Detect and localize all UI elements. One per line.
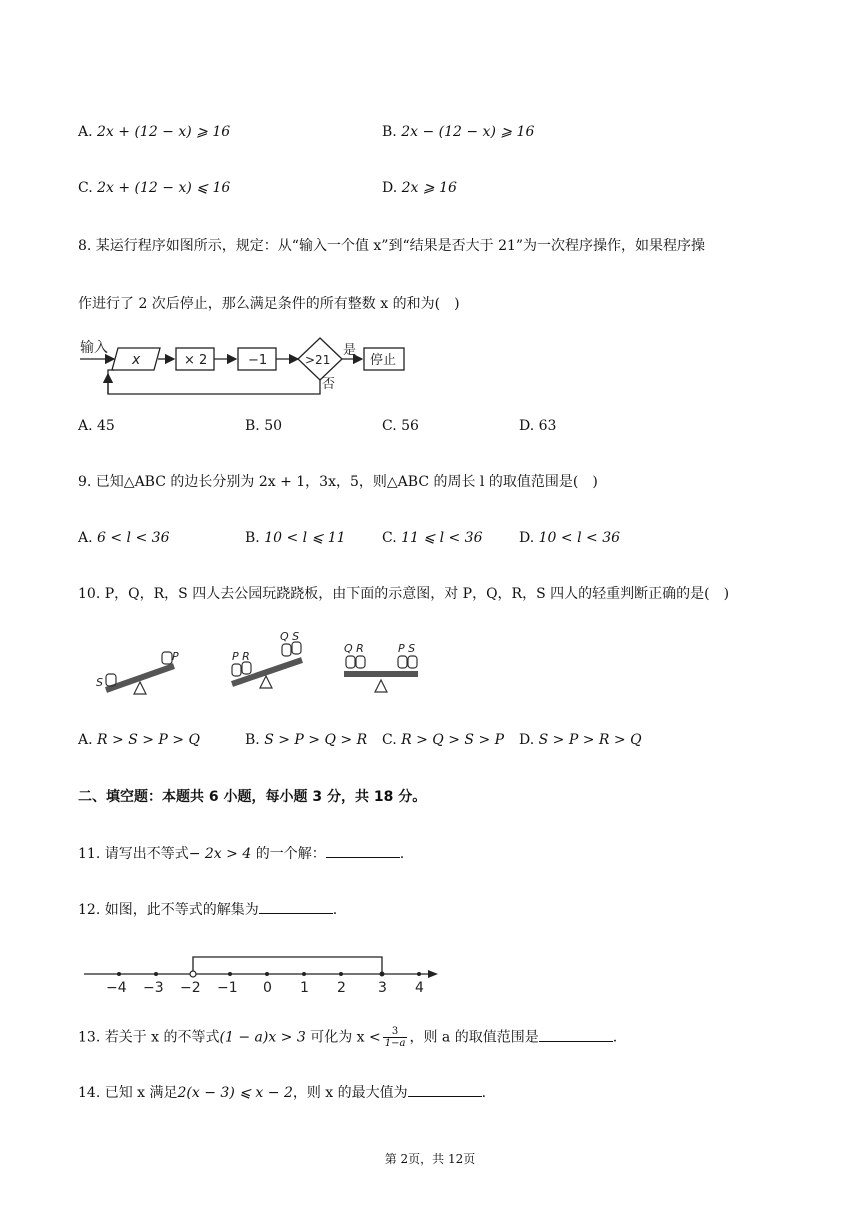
flow-step2: −1 xyxy=(248,353,268,368)
flow-var: x xyxy=(132,352,141,368)
q7-option-c-letter: C. xyxy=(78,180,93,196)
q12 xyxy=(78,899,337,920)
q8-option-c xyxy=(382,416,419,436)
q10-option-a xyxy=(78,730,200,750)
seesaw-2-right-label: Q S xyxy=(280,630,300,643)
seesaw-3-right-label: P S xyxy=(398,642,416,655)
q13-frac-num: 3 xyxy=(383,1026,408,1038)
solution-bracket xyxy=(193,957,382,974)
q10-option-c-expr: R > Q > S > P xyxy=(401,732,505,748)
q11-expr: − 2x > 4 xyxy=(188,846,252,862)
q8-option-d-letter: D. xyxy=(519,418,535,434)
q13-frac-den: 1−a xyxy=(384,1038,406,1049)
seesaw-1 xyxy=(96,650,179,694)
q10-seesaw-figure xyxy=(92,628,432,708)
q9-option-a xyxy=(78,528,169,548)
flow-step1: × 2 xyxy=(184,353,208,368)
tick-label: 4 xyxy=(415,980,424,996)
q9-option-b-letter: B. xyxy=(245,530,260,546)
q8-option-a-letter: A. xyxy=(78,418,93,434)
q11 xyxy=(78,843,404,864)
q9-option-c-expr: 11 ⩽ l < 36 xyxy=(401,530,483,546)
q10-option-c-letter: C. xyxy=(382,732,397,748)
tick-label: −3 xyxy=(143,980,164,996)
flow-input-label: 输入 xyxy=(80,340,108,356)
q8-option-c-text: 56 xyxy=(401,418,419,434)
q9-option-d-letter: D. xyxy=(519,530,535,546)
section-heading: 二、填空题：本题共 6 小题，每小题 3 分，共 18 分。 xyxy=(78,789,427,805)
seesaw-3 xyxy=(344,642,418,692)
q10-option-d-letter: D. xyxy=(519,732,535,748)
q10-option-a-expr: R > S > P > Q xyxy=(97,732,200,748)
q11-post: 的一个解： xyxy=(251,846,326,862)
q13-expr: (1 − a)x > 3 xyxy=(219,1029,306,1046)
q10-option-a-letter: A. xyxy=(78,732,93,748)
q14-post: ，则 x 的最大值为 xyxy=(292,1085,408,1101)
tick-label: −1 xyxy=(217,980,238,996)
flow-yes: 是 xyxy=(343,343,357,358)
q9-option-c xyxy=(382,528,483,548)
q8-option-b-text: 50 xyxy=(264,418,283,434)
q8-option-a-text: 45 xyxy=(97,418,115,434)
q12-stem: 12. 如图，此不等式的解集为 xyxy=(78,902,259,918)
tick-label: −2 xyxy=(180,980,201,996)
q13-mid: 可化为 x < xyxy=(305,1029,381,1046)
q13-end: . xyxy=(612,1029,618,1046)
q9-option-a-expr: 6 < l < 36 xyxy=(97,530,170,546)
q7-option-a-expr: 2x + (12 − x) ⩾ 16 xyxy=(97,124,231,140)
q11-pre: 11. 请写出不等式 xyxy=(78,846,189,862)
q13-post: ，则 a 的取值范围是 xyxy=(409,1029,539,1046)
q10-option-d xyxy=(519,730,642,750)
q8-stem-line2: 作进行了 2 次后停止，那么满足条件的所有整数 x 的和为( ) xyxy=(78,296,460,312)
q9-option-d-expr: 10 < l < 36 xyxy=(538,530,621,546)
q14-pre: 14. 已知 x 满足 xyxy=(78,1085,178,1101)
flow-stop: 停止 xyxy=(370,353,397,368)
q10-option-b xyxy=(245,730,367,750)
q9-stem: 9. 已知△ABC 的边长分别为 2x + 1，3x，5，则△ABC 的周长 l 的取值范围是( ) xyxy=(78,474,598,490)
q13-fraction xyxy=(383,1026,408,1049)
q14-answer-blank xyxy=(408,1082,482,1097)
q7-option-b-letter: B. xyxy=(382,124,397,140)
q8-stem-line1: 8. 某运行程序如图所示，规定：从“输入一个值 x”到“结果是否大于 21”为一次程序操作，如果程序操 xyxy=(78,238,706,254)
q10-stem: 10. P，Q，R，S 四人去公园玩跷跷板，由下面的示意图，对 P，Q，R，S 四人的轻重判断正确的是( ) xyxy=(78,586,730,602)
q7-option-b-expr: 2x − (12 − x) ⩾ 16 xyxy=(401,124,535,140)
q12-end: . xyxy=(332,902,338,918)
q10-option-b-letter: B. xyxy=(245,732,260,748)
q11-answer-blank xyxy=(326,843,400,858)
q9-option-b xyxy=(245,528,346,548)
q14-end: . xyxy=(481,1085,487,1101)
q12-number-line xyxy=(84,940,444,996)
q8-flowchart xyxy=(76,334,416,400)
seesaw-3-left-label: Q R xyxy=(344,642,364,655)
q7-option-b xyxy=(382,122,534,142)
tick-label: 3 xyxy=(378,980,387,996)
q7-option-a xyxy=(78,122,230,142)
q7-option-d xyxy=(382,178,457,198)
q8-option-d xyxy=(519,416,556,436)
q9-option-b-expr: 10 < l ⩽ 11 xyxy=(264,530,346,546)
q13-answer-blank xyxy=(539,1027,613,1042)
q7-option-c-expr: 2x + (12 − x) ⩽ 16 xyxy=(97,180,231,196)
q12-answer-blank xyxy=(259,899,333,914)
q8-option-a xyxy=(78,416,115,436)
q8-option-c-letter: C. xyxy=(382,418,397,434)
tick-label: 0 xyxy=(263,980,272,996)
seesaw-2-left-label: P R xyxy=(232,650,250,663)
seesaw-1-right-label: P xyxy=(172,650,179,663)
tick-label: −4 xyxy=(106,980,127,996)
q11-end: . xyxy=(399,846,405,862)
q7-option-a-letter: A. xyxy=(78,124,93,140)
q7-option-c xyxy=(78,178,230,198)
q14-expr: 2(x − 3) ⩽ x − 2 xyxy=(177,1085,293,1101)
q13-pre: 13. 若关于 x 的不等式 xyxy=(78,1029,220,1046)
tick-label: 2 xyxy=(337,980,346,996)
seesaw-1-left-label: S xyxy=(96,676,103,689)
q10-option-c xyxy=(382,730,504,750)
q7-option-d-expr: 2x ⩾ 16 xyxy=(401,180,457,196)
q13 xyxy=(78,1026,617,1049)
seesaw-2 xyxy=(232,630,302,688)
flow-no: 否 xyxy=(322,377,336,392)
q10-option-b-expr: S > P > Q > R xyxy=(264,732,368,748)
tick-label: 1 xyxy=(300,980,309,996)
flow-cond: >21 xyxy=(305,353,331,367)
q8-option-d-text: 63 xyxy=(538,418,557,434)
q9-option-a-letter: A. xyxy=(78,530,93,546)
q10-option-d-expr: S > P > R > Q xyxy=(538,732,642,748)
page-footer: 第 2页，共 12页 xyxy=(384,1152,476,1166)
q14 xyxy=(78,1082,486,1103)
q8-option-b xyxy=(245,416,282,436)
q9-option-d xyxy=(519,528,620,548)
q9-option-c-letter: C. xyxy=(382,530,397,546)
q7-option-d-letter: D. xyxy=(382,180,398,196)
q8-option-b-letter: B. xyxy=(245,418,260,434)
